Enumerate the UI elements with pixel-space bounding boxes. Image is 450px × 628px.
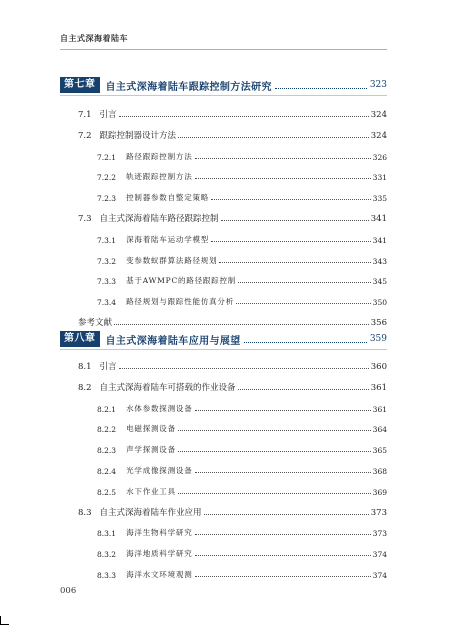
section-page: 360 (370, 362, 387, 372)
toc-entry[interactable] (97, 547, 387, 559)
section-title: 自主式深海着陆车可搭载的作业设备 (99, 382, 236, 393)
dot-leader (219, 262, 370, 263)
dot-leader (211, 241, 371, 242)
dot-leader (195, 555, 371, 556)
section-title: 水体参数探测设备 (126, 403, 193, 413)
dot-leader (236, 303, 371, 304)
dot-leader (204, 514, 369, 515)
section-number: 8.2 (78, 382, 92, 393)
section-number: 8.1 (78, 362, 92, 372)
dot-leader (195, 178, 371, 179)
crop-mark (0, 616, 9, 625)
dot-leader (114, 324, 369, 325)
section-page: 350 (372, 298, 387, 308)
toc-entry[interactable] (78, 212, 387, 224)
chapter-divider (60, 95, 387, 96)
section-number: 7.2.2 (97, 173, 117, 183)
toc-entry[interactable] (97, 233, 387, 245)
toc-entry[interactable] (97, 464, 387, 476)
section-page: 343 (372, 256, 387, 266)
section-page: 326 (372, 152, 387, 162)
section-title: 引言 (99, 110, 117, 120)
toc-entry[interactable] (97, 526, 387, 538)
section-number: 7.2.3 (97, 194, 117, 204)
section-page: 369 (372, 487, 387, 497)
section-title: 路径规划与跟踪性能仿真分析 (126, 297, 234, 307)
section-number: 7.3.2 (97, 256, 117, 266)
section-number: 7.3.4 (97, 298, 117, 308)
toc-entry[interactable] (78, 129, 387, 141)
section-page: 374 (372, 550, 387, 560)
section-number: 8.2.4 (97, 467, 117, 476)
section-number: 8.3.3 (97, 571, 117, 580)
dot-leader (195, 534, 371, 535)
section-number: 8.3.2 (97, 550, 117, 560)
section-number: 7.3.3 (97, 277, 117, 287)
section-number: 7.2 (78, 130, 92, 141)
section-title: 跟踪控制器设计方法 (99, 130, 177, 141)
section-title: 参考文献 (78, 318, 113, 328)
toc-entry[interactable] (97, 422, 387, 434)
section-number: 7.1 (78, 110, 92, 120)
section-number: 8.2.5 (97, 487, 117, 497)
dot-leader (178, 493, 371, 494)
section-page: 361 (372, 404, 387, 414)
section-title: 自主式深海着陆车作业应用 (99, 507, 202, 518)
section-title: 电磁探测设备 (126, 424, 176, 434)
section-page: 335 (372, 194, 387, 204)
toc-entry[interactable] (78, 360, 387, 372)
section-page: 365 (372, 446, 387, 456)
chapter-divider (60, 349, 387, 350)
section-title: 海洋生物科学研究 (126, 528, 193, 538)
section-page: 341 (372, 235, 387, 245)
chapter-title: 自主式深海着陆车跟踪控制方法研究 (105, 81, 272, 93)
toc-entry[interactable] (97, 170, 387, 182)
toc-entry[interactable] (97, 402, 387, 414)
header-divider (60, 49, 387, 50)
section-page: 361 (370, 382, 387, 393)
section-title: 引言 (99, 362, 117, 372)
section-number: 7.3 (78, 214, 92, 224)
toc-entry[interactable] (97, 254, 387, 266)
section-number: 8.2.3 (97, 446, 117, 456)
section-page: 373 (372, 529, 387, 539)
section-page: 368 (372, 467, 387, 476)
section-page: 324 (370, 110, 387, 120)
section-page: 345 (372, 277, 387, 287)
section-number: 7.2.1 (97, 152, 117, 162)
dot-leader (195, 576, 371, 577)
dot-leader (238, 282, 371, 283)
dot-leader (178, 430, 371, 431)
chapter-heading[interactable] (60, 331, 387, 347)
dot-leader (195, 410, 371, 411)
section-title: 变参数蚁群算法路径规划 (126, 255, 218, 265)
section-number: 8.2.1 (97, 404, 117, 414)
toc-entry-references[interactable] (78, 316, 387, 328)
chapter-title: 自主式深海着陆车应用与展望 (105, 335, 241, 347)
section-number: 8.3 (78, 507, 92, 518)
toc-entry[interactable] (78, 506, 387, 518)
chapter-page: 359 (369, 334, 387, 344)
chapter-tag: 第八章 (60, 331, 100, 347)
section-title: 海洋水文环境观测 (126, 570, 193, 579)
section-title: 海洋地质科学研究 (126, 549, 193, 559)
toc-entry[interactable] (97, 150, 387, 162)
dot-leader (195, 158, 371, 159)
toc-entry[interactable] (97, 191, 387, 203)
dot-leader (119, 116, 369, 117)
section-page: 374 (372, 571, 387, 580)
dot-leader (275, 88, 367, 89)
dot-leader (238, 389, 369, 390)
section-page: 373 (370, 507, 387, 518)
dot-leader (211, 199, 371, 200)
section-title: 深海着陆车运动学模型 (126, 234, 210, 244)
section-title: 控制器参数自整定策略 (126, 193, 210, 203)
section-title: 水下作业工具 (126, 486, 176, 496)
toc-entry[interactable] (97, 295, 387, 307)
dot-leader (178, 451, 371, 452)
section-title: 自主式深海着陆车路径跟踪控制 (99, 214, 219, 224)
dot-leader (119, 368, 369, 369)
section-number: 7.3.1 (97, 235, 117, 245)
section-title: 轨迹跟踪控制方法 (126, 172, 193, 182)
section-page: 331 (372, 173, 387, 183)
toc-entry[interactable] (97, 568, 387, 580)
section-title: 基于AWMPC的路径跟踪控制 (126, 276, 237, 286)
section-title: 路径跟踪控制方法 (126, 151, 193, 161)
chapter-tag: 第七章 (60, 77, 100, 93)
dot-leader (195, 472, 371, 473)
chapter-heading[interactable] (60, 77, 387, 93)
section-page: 356 (370, 318, 387, 328)
toc-entry[interactable] (78, 108, 387, 120)
toc-entry[interactable] (97, 485, 387, 497)
dot-leader (221, 220, 369, 221)
chapter-page: 323 (369, 80, 387, 90)
toc-entry[interactable] (97, 274, 387, 286)
section-title: 光学成像探测设备 (126, 466, 193, 475)
section-page: 341 (370, 214, 387, 224)
running-head: 自主式深海着陆车 (60, 34, 128, 43)
dot-leader (178, 137, 369, 138)
toc-entry[interactable] (78, 381, 387, 393)
page-number: 006 (60, 586, 77, 596)
toc-entry[interactable] (97, 443, 387, 455)
section-page: 324 (370, 130, 387, 141)
dot-leader (244, 342, 367, 343)
section-number: 8.3.1 (97, 529, 117, 539)
section-title: 声学探测设备 (126, 445, 176, 455)
section-number: 8.2.2 (97, 425, 117, 435)
section-page: 364 (372, 425, 387, 435)
